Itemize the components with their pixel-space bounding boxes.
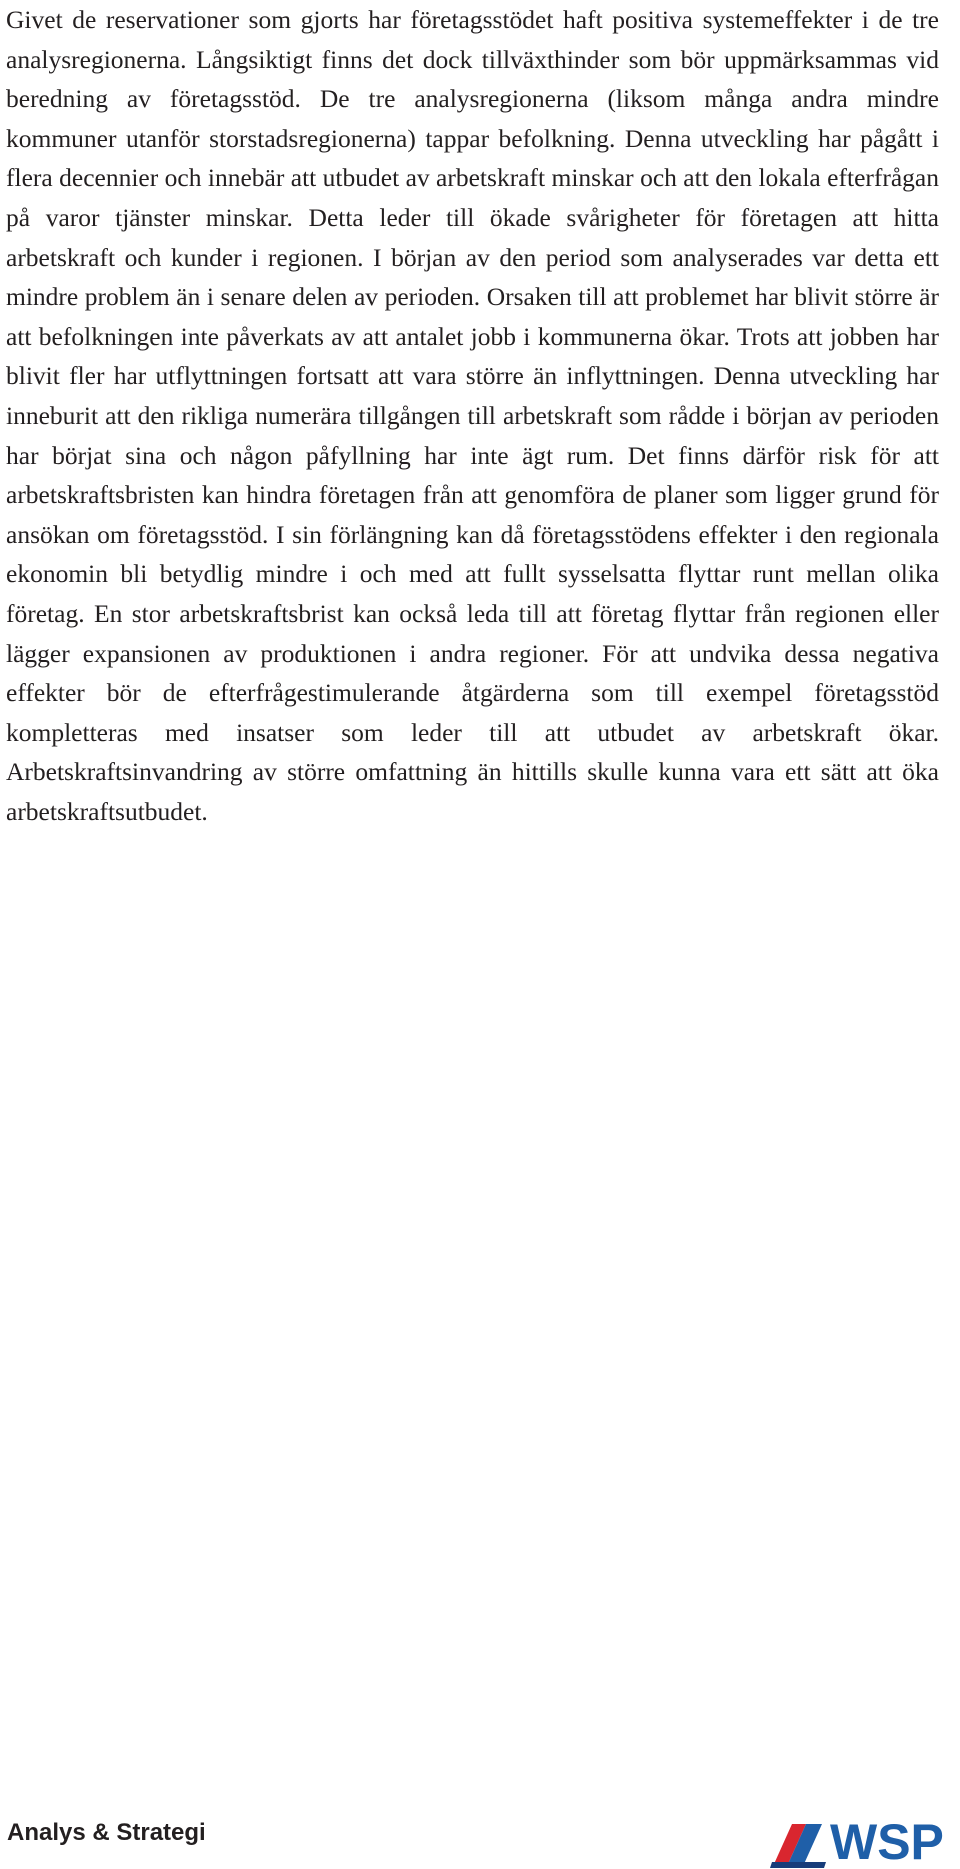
wsp-logo-icon — [770, 1824, 826, 1868]
wsp-logo — [770, 1808, 956, 1868]
wsp-logo-text: WSP — [830, 1814, 944, 1868]
body-paragraph: Givet de reservationer som gjorts har företagsstödet haft positiva systemeffekter i de tre analysregionerna. Långsiktigt finns det dock tillväxthinder som bör uppmärksammas vid beredning av företagsstöd. De tre analysregionerna (liksom många andra mindre kommuner utanför storstadsregionerna) tappar befolkning. Denna utveckling har pågått i flera decennier och innebär att utbudet av arbetskraft minskar och att den lokala efterfrågan på varor tjänster minskar. Detta leder till ökade svårigheter för företagen att hitta arbetskraft och kunder i regionen. I början av den period som analyserades var detta ett mindre problem än i senare delen av perioden. Orsaken till att problemet har blivit större är att befolkningen inte påverkats av att antalet jobb i kommunerna ökar. Trots att jobben har blivit fler har utflyttningen fortsatt att vara större än inflyttningen. Denna utveckling har inneburit att den rikliga numerära tillgången till arbetskraft som rådde i början av perioden har börjat sina och någon påfyllning har inte ägt rum. Det finns därför risk för att arbetskraftsbristen kan hindra företagen från att genomföra de planer som ligger grund för ansökan om företagsstöd. I sin förlängning kan då företagsstödens effekter i den regionala ekonomin bli betydlig mindre i och med att fullt sysselsatta flyttar runt mellan olika företag. En stor arbetskraftsbrist kan också leda till att företag flyttar från regionen eller lägger expansionen av produktionen i andra regioner. För att undvika dessa negativa effekter bör de efterfrågestimulerande åtgärderna som till exempel företagsstöd kompletteras med insatser som leder till att utbudet av arbetskraft ökar. Arbetskraftsinvandring av större omfattning än hittills skulle kunna vara ett sätt att öka arbetskraftsutbudet. — [6, 5, 939, 826]
footer-label: Analys & Strategi — [7, 1819, 206, 1846]
